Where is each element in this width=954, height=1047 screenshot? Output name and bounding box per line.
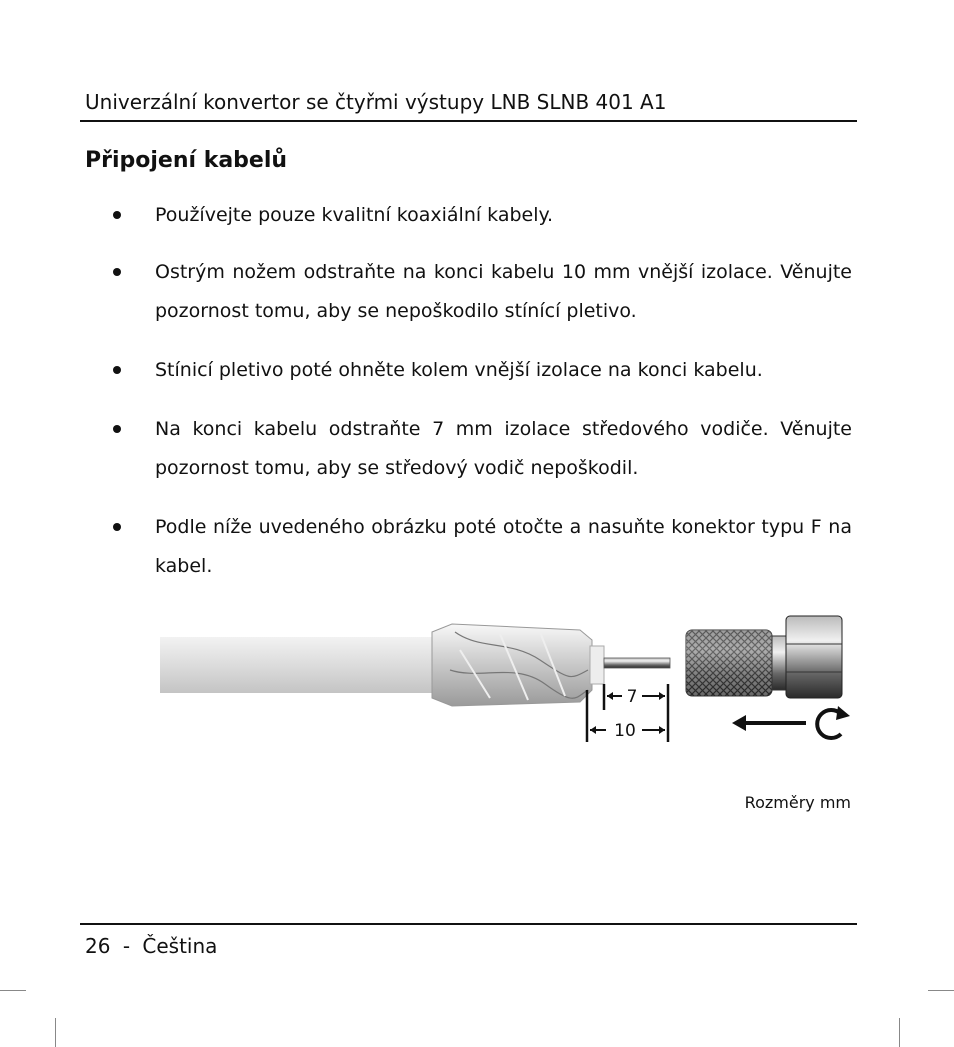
footer-language: Čeština [142, 934, 218, 958]
list-item-text: Používejte pouze kvalitní koaxiální kabely. [155, 204, 554, 226]
bullet-icon [113, 366, 121, 374]
push-arrow-icon [732, 715, 806, 731]
crop-mark [0, 990, 26, 991]
running-header: Univerzální konvertor se čtyřmi výstupy LNB SLNB 401 A1 [85, 90, 667, 114]
rotate-arrow-icon [817, 706, 850, 738]
list-item-text: Stínicí pletivo poté ohněte kolem vnější izolace na konci kabelu. [155, 359, 763, 381]
header-rule [80, 120, 857, 122]
f-connector [686, 616, 842, 698]
footer-separator: - [122, 934, 131, 958]
list-item-text: Podle níže uvedeného obrázku poté otočte a nasuňte konektor typu F na kabel. [155, 516, 852, 577]
bullet-icon [113, 425, 121, 433]
footer-rule [80, 923, 857, 925]
figure-caption: Rozměry mm [744, 793, 851, 812]
crop-mark [55, 1018, 56, 1047]
bullet-icon [113, 523, 121, 531]
bullet-icon [113, 268, 121, 276]
dimension-7 [604, 684, 668, 710]
shield-braid [432, 624, 592, 706]
dielectric-insulation [590, 646, 604, 684]
page-footer [85, 932, 217, 960]
crop-mark [928, 990, 954, 991]
dimension-outer-label: 10 [614, 721, 636, 741]
section-title: Připojení kabelů [85, 148, 288, 173]
bullet-icon [113, 211, 121, 219]
list-item-text: Ostrým nožem odstraňte na konci kabelu 10 mm vnější izolace. Věnujte pozornost tomu, aby se nepoškodilo stínící pletivo. [155, 261, 852, 322]
list-item-text: Na konci kabelu odstraňte 7 mm izolace středového vodiče. Věnujte pozornost tomu, aby se středový vodič nepoškodil. [155, 418, 852, 479]
coax-cable-jacket [160, 637, 440, 693]
page-number: 26 [85, 934, 111, 958]
crop-mark [899, 1018, 900, 1047]
dimension-inner-label: 7 [626, 687, 638, 707]
cable-connector-figure [160, 610, 860, 764]
center-conductor [604, 658, 670, 668]
